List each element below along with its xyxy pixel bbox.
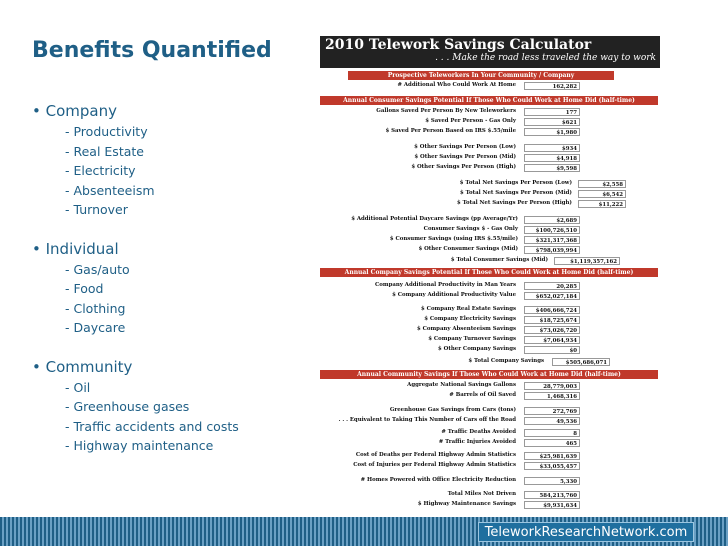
list-item: - Traffic accidents and costs <box>65 418 239 434</box>
list-item: - Highway maintenance <box>65 438 214 453</box>
list-item: - Oil <box>65 379 91 395</box>
group-individual <box>32 238 332 338</box>
row-value: $2,558 <box>578 180 626 188</box>
row-value: $73,026,720 <box>524 326 580 334</box>
list-item: - Greenhouse gases <box>65 399 190 414</box>
row-label: Company Additional Productivity in Man Years <box>375 282 516 288</box>
row-label: $ Saved Per Person - Gas Only <box>425 118 516 124</box>
row-label: # Traffic Deaths Avoided <box>441 429 516 435</box>
row-label: $ Saved Per Person Based on IRS $.55/mile <box>385 128 516 134</box>
row-value: $100,726,510 <box>524 226 580 234</box>
row-label: $ Highway Maintenance Savings <box>417 501 516 507</box>
row-value: 49,536 <box>524 417 580 425</box>
row-value: $33,055,457 <box>524 462 580 470</box>
row-value: $0 <box>524 346 580 354</box>
row-value: 5,330 <box>524 477 580 485</box>
row-value: $4,918 <box>524 154 580 162</box>
slide-title: Benefits Quantified <box>32 38 272 63</box>
row-value: $798,039,994 <box>524 246 580 254</box>
website-link[interactable]: TeleworkResearchNetwork.com <box>478 522 694 542</box>
row-label: $ Total Net Savings Per Person (High) <box>456 200 572 206</box>
row-label: $ Additional Potential Daycare Savings (pp Average/Yr) <box>351 216 518 222</box>
row-label: $ Company Additional Productivity Value <box>392 292 516 298</box>
row-label: $ Other Savings Per Person (High) <box>411 164 516 170</box>
footer-bar <box>0 517 728 546</box>
row-label: # Additional Who Could Work At Home <box>397 82 516 88</box>
row-label: Cost of Deaths per Federal Highway Admin Statistics <box>355 452 516 458</box>
row-value: $9,931,634 <box>524 501 580 509</box>
row-label: $ Other Savings Per Person (Mid) <box>414 154 516 160</box>
list-item: - Gas/auto <box>65 261 130 277</box>
row-label: $ Total Net Savings Per Person (Mid) <box>460 190 572 196</box>
row-label: Gallons Saved Per Person By New Teleworkers <box>376 108 516 114</box>
row-label: # Barrels of Oil Saved <box>449 392 516 398</box>
list-item: - Turnover <box>65 202 128 217</box>
row-label: $ Company Absenteeism Savings <box>416 326 516 332</box>
row-value: 465 <box>524 439 580 447</box>
savings-calculator <box>320 36 660 518</box>
row-label: # Traffic Injuries Avoided <box>438 439 516 445</box>
row-label: . . . Equivalent to Taking This Number of Cars off the Road <box>338 417 516 423</box>
row-value: $18,725,674 <box>524 316 580 324</box>
row-label: $ Consumer Savings (using IRS $.55/mile) <box>389 236 518 242</box>
section-header-prospective: Prospective Teleworkers In Your Community / Company <box>348 71 614 80</box>
group-community <box>32 356 332 456</box>
benefit-list <box>32 100 332 474</box>
group-company <box>32 100 332 220</box>
row-value: 272,769 <box>524 407 580 415</box>
row-label: Aggregate National Savings Gallons <box>407 382 516 388</box>
row-label: $ Company Electricity Savings <box>424 316 516 322</box>
list-item: - Clothing <box>65 300 126 316</box>
row-value: 177 <box>524 108 580 116</box>
row-value: 20,285 <box>524 282 580 290</box>
group-title: • Community <box>32 357 133 376</box>
group-title: • Individual <box>32 239 119 258</box>
section-header-company: Annual Company Savings Potential If Those Who Could Work at Home Did (half-time) <box>320 268 658 277</box>
calculator-title: 2010 Telework Savings Calculator <box>325 37 592 53</box>
row-value: 584,213,760 <box>524 491 580 499</box>
row-label: $ Company Turnover Savings <box>428 336 516 342</box>
row-value: $621 <box>524 118 580 126</box>
row-label: $ Total Consumer Savings (Mid) <box>450 257 548 263</box>
row-label: $ Other Company Savings <box>438 346 516 352</box>
row-value: $11,222 <box>578 200 626 208</box>
calculator-header <box>320 36 660 68</box>
row-value: 1,468,316 <box>524 392 580 400</box>
row-label: Greenhouse Gas Savings from Cars (tons) <box>389 407 516 413</box>
row-value: $406,666,724 <box>524 306 580 314</box>
row-value: $2,689 <box>524 216 580 224</box>
row-label: Consumer Savings $ - Gas Only <box>423 226 518 232</box>
section-header-community: Annual Community Savings If Those Who Could Work at Home Did (half-time) <box>320 370 658 379</box>
section-header-consumer: Annual Consumer Savings Potential If Those Who Could Work at Home Did (half-time) <box>320 96 658 105</box>
row-label: $ Other Consumer Savings (Mid) <box>418 246 518 252</box>
row-label: Cost of Injuries per Federal Highway Admin Statistics <box>353 462 516 468</box>
row-value: $652,027,184 <box>524 292 580 300</box>
row-value: $7,064,934 <box>524 336 580 344</box>
row-value: $1,980 <box>524 128 580 136</box>
row-label: $ Total Net Savings Per Person (Low) <box>459 180 572 186</box>
row-label: # Homes Powered with Office Electricity Reduction <box>360 477 516 483</box>
calculator-tagline: . . . Make the road less traveled the way to work <box>435 53 656 63</box>
row-label: Total Miles Not Driven <box>447 491 516 497</box>
row-value: $505,686,071 <box>552 358 610 366</box>
row-value: 8 <box>524 429 580 437</box>
list-item: - Food <box>65 281 104 296</box>
list-item: - Absenteeism <box>65 182 155 198</box>
row-label: $ Other Savings Per Person (Low) <box>414 144 516 150</box>
list-item: - Daycare <box>65 320 126 335</box>
row-value: $25,981,639 <box>524 452 580 460</box>
row-value: $6,542 <box>578 190 626 198</box>
row-value: $1,119,357,162 <box>554 257 620 265</box>
row-label: $ Company Real Estate Savings <box>421 306 516 312</box>
row-value: 28,779,003 <box>524 382 580 390</box>
group-title: • Company <box>32 102 117 120</box>
row-value: $9,598 <box>524 164 580 172</box>
row-value: $934 <box>524 144 580 152</box>
row-value: 162,282 <box>524 82 580 90</box>
list-item: - Electricity <box>65 163 136 178</box>
row-value: $321,317,368 <box>524 236 580 244</box>
row-label: $ Total Company Savings <box>468 358 544 364</box>
list-item: - Real Estate <box>65 143 144 159</box>
list-item: - Productivity <box>65 124 148 139</box>
